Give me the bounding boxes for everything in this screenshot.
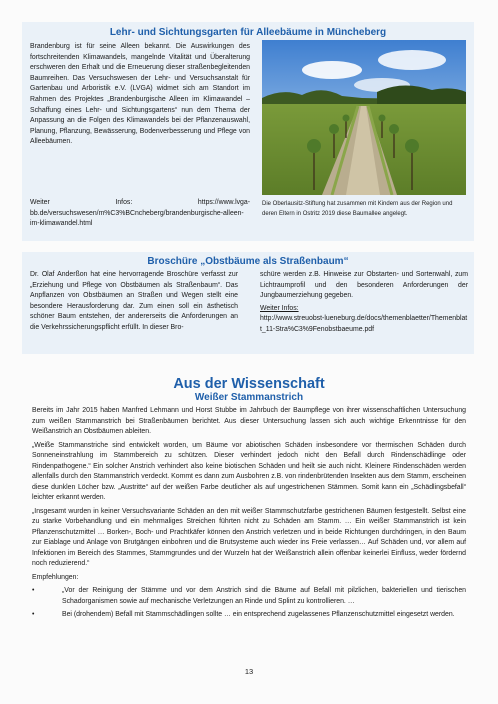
article-paragraph-1: Bereits im Jahr 2015 haben Manfred Lehmann und Horst Stubbe im Jahrbuch der Baumpflege von ihrer wissenschaftlichen Untersuchung zum weißen Stammanstrich bei Straßenbäumen berichtet. Aus dieser Untersuchung lassen sich auch wichtige Erkenntnisse für den Weißanstrich an Obstbäumen ableiten.	[32, 407, 466, 435]
recommendation-text-2: Bei (drohendem) Befall mit Stammschädlingen sollte … ein entsprechend zugelassenes Pflanzenschutzmittel eingesetzt werden.	[62, 611, 455, 618]
recommendation-item-1	[32, 586, 466, 607]
box-body-broschuere-left: Dr. Olaf Anderßon hat eine hervorragende Broschüre verfasst zur „Erziehung und Pflege von Obstbäumen als Straßenbaum“. Das Anpflanzen von Obstbäumen an Straßen und Wegen stellt eine besondere Herausforderung dar. Zum einen soll ein ästhetisch schöner Baum entstehen, der andererseits die Anforderungen an die Verkehrssicherungspflicht erfüllt. In dieser Bro-	[30, 271, 238, 331]
article-body	[32, 406, 466, 624]
recommendations-label: Empfehlungen:	[32, 573, 79, 581]
broschuere-web-link[interactable]: http://www.streuobst-lueneburg.de/docs/themenblaetter/Themenblatt_11-Stra%C3%9Fenobstbaeume.pdf	[260, 315, 468, 333]
recommendation-text-1: „Vor der Reinigung der Stämme und vor dem Anstrich sind die Bäume auf Befall mit pilzlichen, bakteriellen und tierischen Schadorganismen sowie auf mechanische Verletzungen an Rinde und Splint zu kontrollieren. …	[62, 587, 466, 605]
article-paragraph-2: „Weiße Stammanstriche sind entwickelt worden, um Bäume vor abiotischen Schäden insbesondere vor thermischen Schäden durch Sonneneinstrahlung im Stammbereich zu schützen. Dieser verhindert jedoch nicht den Befall durch Rindenschädlinge oder Rindenpathogene.“ Ein solcher Anstrich verhindert also keine biotischen Schäden und heilt sie auch nicht. Kleinere Rindenschäden werden allenfalls durch den Stammanstrich verdeckt. Kommt es dann zum Ausbohren z.B. von rindenbrütenden Insekten aus dem Stamm, erscheinen diese dunklen Löcher bzw. „Austritte“ auf der weißen Farbe deutlicher als auf ungestrichenen Stämmen. Somit kann ein „Schädlingsbefall“ leichter erkannt werden.	[32, 441, 466, 501]
broschuere-web-label: Weiter Infos:	[260, 304, 299, 312]
bullet-marker: •	[32, 587, 35, 594]
section-title: Aus der Wissenschaft	[173, 376, 325, 392]
section-subtitle: Weißer Stammanstrich	[194, 392, 304, 403]
box-heading-broschuere: Broschüre „Obstbäume als Straßenbaum“	[147, 256, 349, 267]
bullet-marker: •	[32, 611, 35, 618]
box-body-alleebaeume: Brandenburg ist für seine Alleen bekannt. Die Auswirkungen des fortschreitenden Klimawandels, mangelnde Vitalität und Überalterung erschweren den Erhalt und die Erneuerung dieser straßenbegleitenden Baumreihen. Das Versuchswesen der Lehr- und Versuchsanstalt für Gartenbau und Arboristik e.V. (LVGA) widmet sich am Standort im Rahmen des Projektes „Brandenburgische Alleen im Klimawandel – Schaffung eines Lehr- und Sichtungsgartens“ nun dem Thema der Anpassung an die Folgen des Klimawandels bei der Pflanzenauswahl, Planung, Pflanzung, Bewässerung, Bodenverbesserung und Pflege von Alleebäumen.	[30, 43, 250, 146]
recommendation-item-2	[32, 610, 466, 621]
box-web-info-alleebaeume[interactable]: Weiter Infos: https://www.lvga-bb.de/versuchswesen/m%C3%BCncheberg/brandenburgische-alleen-im-klimawandel.html	[30, 199, 250, 228]
broschuere-body-right-text: schüre werden z.B. Hinweise zur Obstarten- und Sortenwahl, zum Lichtraumprofil und den besonderen Anforderungen der Jungbaumerziehung gegeben.	[260, 271, 468, 300]
article-paragraph-3: „Insgesamt wurden in keiner Versuchsvariante Schäden an den mit weißer Stammschutzfarbe gestrichenen Bäumen festgestellt. Selbst eine zu starke Vorbehandlung und ein mehrmaliges Streichen führten nicht zu Schäden am Stamm. … Ein weißer Stammanstrich ist kein Pflanzenschutzmittel … Borken-, Boch- und Prachtkäfer können den Anstrich verletzen und in beide Richtungen durchdringen, in den Baum zur Eiablage und Anlage von Brutgängen einbohren und die Brutsysteme auch wieder ins Freie verlassen… Auf Schäden und, vor allem auf Infektionen im Bereich des Stammes, Stammgrundes und der Wurzeln hat der Weißanstrich allein offenbar keinerlei Einfluss, weder fördernd noch reduzierend.“	[32, 507, 466, 567]
page-number: 13	[244, 667, 254, 676]
box-body-broschuere-right	[260, 270, 468, 336]
photo-caption: Die Oberlausitz-Stiftung hat zusammen mit Kindern aus der Region und deren Eltern in Ostritz 2019 diese Baumallee angelegt.	[262, 201, 453, 217]
box-heading-alleebaeume: Lehr- und Sichtungsgarten für Alleebäume in Müncheberg	[109, 27, 387, 38]
tree-avenue-photo	[262, 40, 466, 195]
